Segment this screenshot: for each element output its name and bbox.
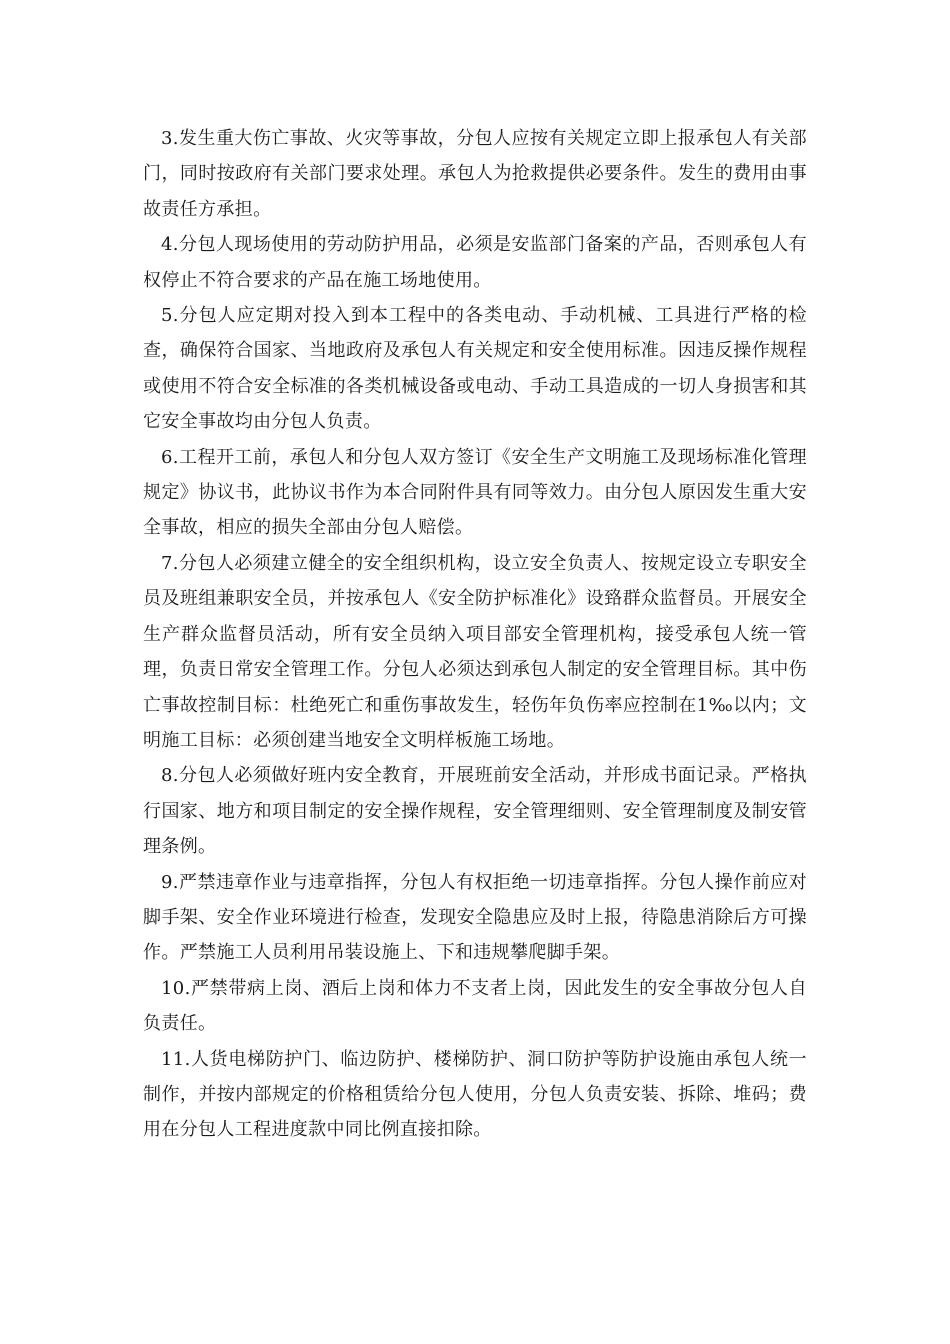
clause-9: 9.严禁违章作业与违章指挥，分包人有权拒绝一切违章指挥。分包人操作前应对脚手架、安全作业环境进行检查，发现安全隐患应及时上报，待隐患消除后方可操作。严禁施工人员利用吊装设施上、下和违规攀爬脚手架。 — [143, 871, 807, 964]
clause-10: 10.严禁带病上岗、酒后上岗和体力不支者上岗，因此发生的安全事故分包人自负责任。 — [143, 977, 807, 1035]
clause-11: 11.人货电梯防护门、临边防护、楼梯防护、洞口防护等防护设施由承包人统一制作，并按内部规定的价格租赁给分包人使用，分包人负责安装、拆除、堆码；费用在分包人工程进度款中同比例直接扣除。 — [143, 1048, 807, 1141]
clause-4: 4.分包人现场使用的劳动防护用品，必须是安监部门备案的产品，否则承包人有权停止不符合要求的产品在施工场地使用。 — [143, 234, 807, 291]
clause-6: 6.工程开工前，承包人和分包人双方签订《安全生产文明施工及现场标准化管理规定》协议书，此协议书作为本合同附件具有同等效力。由分包人原因发生重大安全事故，相应的损失全部由分包人赔偿。 — [143, 446, 807, 539]
clause-8: 8.分包人必须做好班内安全教育，开展班前安全活动，并形成书面记录。严格执行国家、地方和项目制定的安全操作规程，安全管理细则、安全管理制度及制安管理条例。 — [143, 765, 807, 858]
clause-7: 7.分包人必须建立健全的安全组织机构，设立安全负责人、按规定设立专职安全员及班组兼职安全员，并按承包人《安全防护标准化》设臵群众监督员。开展安全生产群众监督员活动，所有安全员纳入项目部安全管理机构，接受承包人统一管理，负责日常安全管理工作。分包人必须达到承包人制定的安全管理目标。其中伤亡事故控制目标：杜绝死亡和重伤事故发生，轻伤年负伤率应控制在1‰以内；文明施工目标：必须创建当地安全文明样板施工场地。 — [143, 552, 807, 751]
document-body — [143, 121, 807, 1148]
clause-3: 3.发生重大伤亡事故、火灾等事故，分包人应按有关规定立即上报承包人有关部门，同时按政府有关部门要求处理。承包人为抢救提供必要条件。发生的费用由事故责任方承担。 — [143, 128, 807, 220]
clause-5: 5.分包人应定期对投入到本工程中的各类电动、手动机械、工具进行严格的检查，确保符合国家、当地政府及承包人有关规定和安全使用标准。因违反操作规程或使用不符合安全标准的各类机械设备或电动、手动工具造成的一切人身损害和其它安全事故均由分包人负责。 — [143, 305, 807, 433]
